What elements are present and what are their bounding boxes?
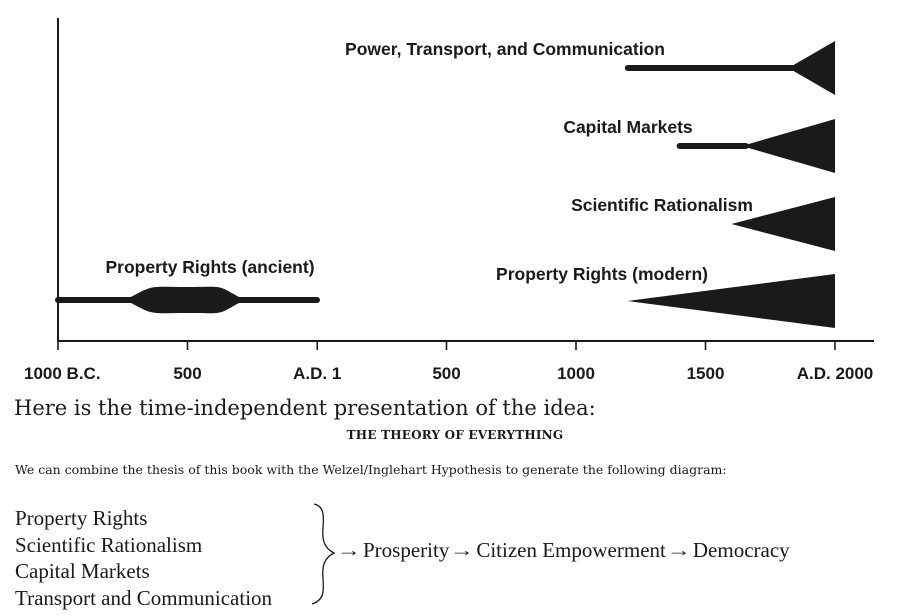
axis-tick-label: 1000 B.C. xyxy=(24,364,101,383)
right-brace xyxy=(300,500,340,610)
bar-wedge xyxy=(788,41,835,95)
factor-item: Transport and Communication xyxy=(15,585,273,610)
bar-wedge xyxy=(742,119,835,173)
chain-item-democracy: Democracy xyxy=(692,538,790,562)
caption: Here is the time-independent presentation of the idea: xyxy=(14,396,596,420)
bar-label: Property Rights (modern) xyxy=(496,264,708,284)
chain-item-prosperity: Prosperity xyxy=(363,538,450,562)
bar-label: Power, Transport, and Communication xyxy=(345,39,665,59)
axis-tick-label: 500 xyxy=(432,364,461,383)
axis-tick-label: 500 xyxy=(173,364,202,383)
causal-chain xyxy=(336,538,790,563)
arrow-icon: → xyxy=(666,540,692,560)
axis-tick-label: 1500 xyxy=(686,364,725,383)
arrow-icon: → xyxy=(450,540,475,560)
heading: THE THEORY OF EVERYTHING xyxy=(346,428,564,442)
arrow-icon: → xyxy=(336,540,362,560)
bar-label: Scientific Rationalism xyxy=(571,195,753,215)
factor-item: Property Rights xyxy=(15,506,148,530)
chain-item-citizen-empowerment: Citizen Empowerment xyxy=(476,538,666,562)
bar-label: Capital Markets xyxy=(563,117,693,137)
bar-property-rights-ancient-bulge xyxy=(125,287,244,313)
axis-tick-label: 1000 xyxy=(557,364,595,383)
factor-item: Scientific Rationalism xyxy=(15,532,203,557)
intro-text: We can combine the thesis of this book with the Welzel/Inglehart Hypothesis to generate the following diagram: xyxy=(15,462,727,477)
factor-list xyxy=(15,505,272,611)
factor-item: Capital Markets xyxy=(15,559,150,583)
bar-label: Property Rights (ancient) xyxy=(105,257,315,277)
axis-tick-label: A.D. 1 xyxy=(293,364,342,383)
axis-tick-label: A.D. 2000 xyxy=(796,364,874,383)
